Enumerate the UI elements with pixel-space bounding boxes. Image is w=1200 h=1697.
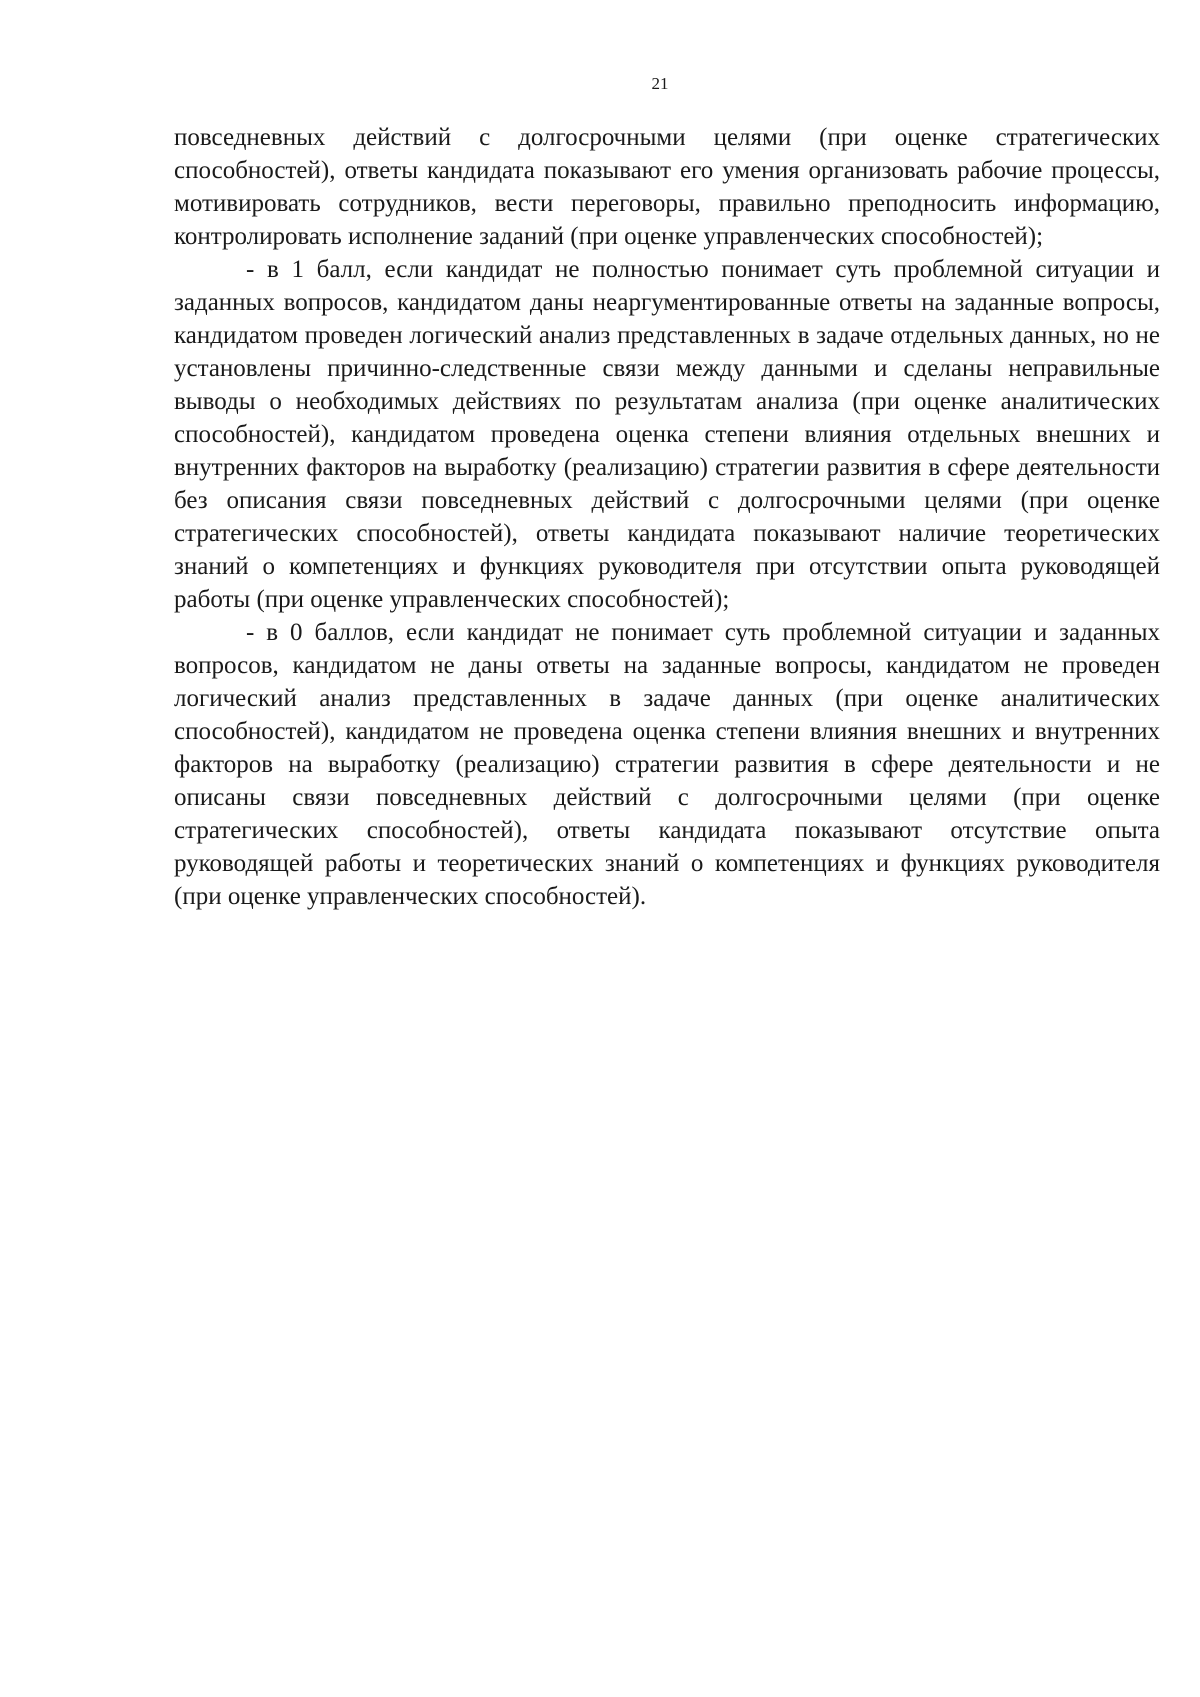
page-number: 21 (651, 74, 669, 93)
paragraph-score-0: - в 0 баллов, если кандидат не понимает суть проблемной ситуации и заданных вопросов, кандидатом не даны ответы на заданные вопросы, кандидатом не проведен логический анализ представленных в задаче данных (при оценке аналитических способностей), кандидатом не проведена оценка степени влияния внешних и внутренних факторов на выработку (реализацию) стратегии развития в сфере деятельности и не описаны связи повседневных действий с долгосрочными целями (при оценке стратегических способностей), ответы кандидата показывают отсутствие опыта руководящей работы и теоретических знаний о компетенциях и функциях руководителя (при оценке управленческих способностей). (174, 619, 1160, 910)
paragraph-continuation: повседневных действий с долгосрочными целями (при оценке стратегических способностей), ответы кандидата показывают его умения организовать рабочие процессы, мотивировать сотрудников, вести переговоры, правильно преподносить информацию, контролировать исполнение заданий (при оценке управленческих способностей); (174, 124, 1160, 250)
paragraph-score-1: - в 1 балл, если кандидат не полностью понимает суть проблемной ситуации и заданных вопросов, кандидатом даны неаргументированные ответы на заданные вопросы, кандидатом проведен логический анализ представленных в задаче отдельных данных, но не установлены причинно-следственные связи между данными и сделаны неправильные выводы о необходимых действиях по результатам анализа (при оценке аналитических способностей), кандидатом проведена оценка степени влияния отдельных внешних и внутренних факторов на выработку (реализацию) стратегии развития в сфере деятельности без описания связи повседневных действий с долгосрочными целями (при оценке стратегических способностей), ответы кандидата показывают наличие теоретических знаний о компетенциях и функциях руководителя при отсутствии опыта руководящей работы (при оценке управленческих способностей); (174, 256, 1160, 613)
body-text (174, 121, 1160, 913)
